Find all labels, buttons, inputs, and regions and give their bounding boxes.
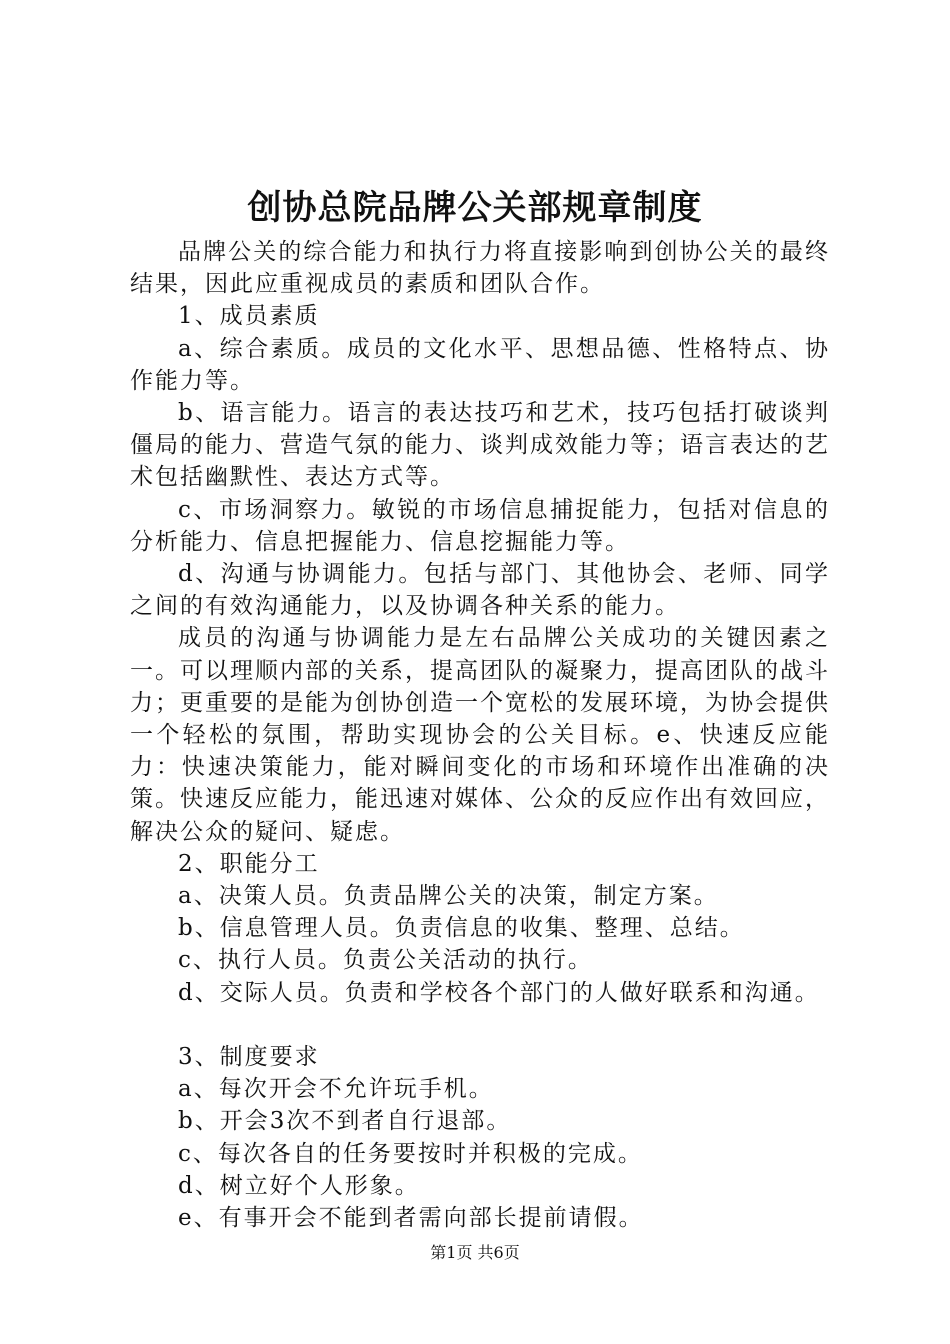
- list-item: c、每次各自的任务要按时并积极的完成。: [178, 1140, 643, 1167]
- list-item: a、每次开会不允许玩手机。: [178, 1076, 494, 1103]
- list-item: c、市场洞察力。敏锐的市场信息捕捉能力，包括对信息的分析能力、信息把握能力、信息挖掘能力等。: [130, 496, 830, 555]
- document-title: 创协总院品牌公关部规章制度: [247, 188, 703, 228]
- list-item: c、执行人员。负责公关活动的执行。: [178, 947, 593, 974]
- list-item: b、语言能力。语言的表达技巧和艺术，技巧包括打破谈判僵局的能力、营造气氛的能力、谈判成效能力等；语言表达的艺术包括幽默性、表达方式等。: [130, 400, 830, 491]
- document-body: [130, 236, 830, 1234]
- list-item: e、有事开会不能到者需向部长提前请假。: [178, 1205, 644, 1232]
- intro-paragraph: 品牌公关的综合能力和执行力将直接影响到创协公关的最终结果，因此应重视成员的素质和团队合作。: [130, 239, 830, 298]
- list-item: d、沟通与协调能力。包括与部门、其他协会、老师、同学之间的有效沟通能力，以及协调各种关系的能力。: [130, 561, 830, 620]
- list-item: d、树立好个人形象。: [178, 1172, 420, 1199]
- list-item: b、信息管理人员。负责信息的收集、整理、总结。: [178, 915, 745, 942]
- section-heading-division-of-duties: 2、职能分工: [178, 850, 320, 877]
- body-paragraph: 成员的沟通与协调能力是左右品牌公关成功的关键因素之一。可以理顺内部的关系，提高团队的凝聚力，提高团队的战斗力；更重要的是能为创协创造一个宽松的发展环境，为协会提供一个轻松的氛围，帮助实现协会的公关目标。e、快速反应能力：快速决策能力，能对瞬间变化的市场和环境作出准确的决策。快速反应能力，能迅速对媒体、公众的反应作出有效回应，解决公众的疑问、疑虑。: [130, 625, 830, 845]
- list-item: a、决策人员。负责品牌公关的决策，制定方案。: [178, 883, 719, 910]
- page-footer: 第1页 共6页: [430, 1243, 520, 1262]
- list-item: b、开会3次不到者自行退部。: [178, 1108, 512, 1135]
- section-heading-rules: 3、制度要求: [178, 1044, 320, 1071]
- list-item: a、综合素质。成员的文化水平、思想品德、性格特点、协作能力等。: [130, 335, 830, 394]
- list-item: d、交际人员。负责和学校各个部门的人做好联系和沟通。: [178, 979, 820, 1006]
- section-heading-member-quality: 1、成员素质: [178, 303, 320, 330]
